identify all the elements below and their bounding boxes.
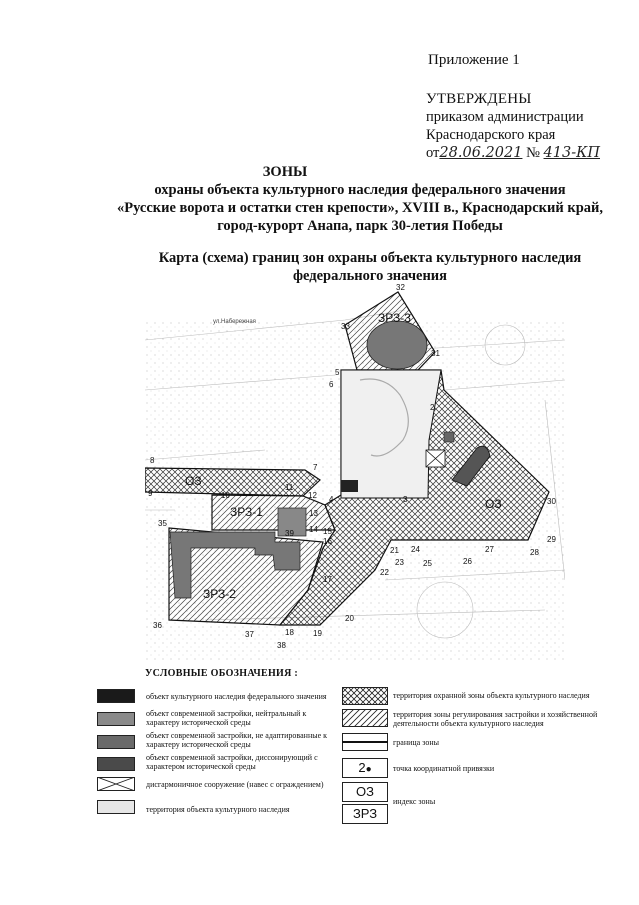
point-label: 21 [390, 546, 399, 555]
heritage-territory [341, 370, 441, 498]
legend-text-oz: территория охранной зоны объекта культурного наследия [393, 691, 590, 700]
point-label: 16 [323, 537, 332, 546]
point-label: 4 [329, 495, 334, 504]
point-label: 7 [313, 463, 318, 472]
point-label: 15 [323, 527, 332, 536]
point-label: 17 [323, 575, 332, 584]
point-sample: 2 [358, 760, 366, 775]
legend-swatch-non-adapted [97, 735, 135, 749]
legend-text-neutral: объект современной застройки, нейтральный к характеру исторической среды [146, 709, 307, 727]
point-label: 22 [380, 568, 389, 577]
dissonant-building [367, 321, 427, 369]
legend-text-territory: территория объекта культурного наследия [146, 805, 290, 814]
approval-title: УТВЕРЖДЕНЫ [426, 91, 532, 107]
point-label: 36 [153, 621, 162, 630]
point-label: 25 [423, 559, 432, 568]
point-label: 27 [485, 545, 494, 554]
point-label: 6 [329, 380, 334, 389]
legend-text-boundary: граница зоны [393, 738, 439, 747]
zone-label-zrz3: ЗРЗ-3 [378, 311, 411, 325]
zone-map [145, 280, 565, 660]
point-label: 33 [341, 322, 350, 331]
legend-index-oz: ОЗ [342, 782, 388, 802]
point-label: 24 [411, 545, 420, 554]
point-label: 29 [547, 535, 556, 544]
point-label: 39 [285, 529, 294, 538]
legend-swatch-dissonant [97, 757, 135, 771]
modern-building-adapted [444, 432, 454, 442]
number-value: 413-КП [543, 145, 600, 161]
heritage-object [341, 480, 358, 492]
legend-swatch-oz [342, 687, 388, 705]
point-label: 13 [309, 509, 318, 518]
street-label: ул.Набережная [213, 319, 256, 325]
point-label: 18 [285, 628, 294, 637]
legend-swatch-boundary [342, 733, 388, 751]
point-label: 8 [150, 456, 155, 465]
map-title-line-1: Карта (схема) границ зон охраны объекта культурного наследия [158, 250, 582, 266]
legend-text-non-adapted: объект современной застройки, не адаптированные к характеру исторической среды [146, 731, 328, 749]
legend-swatch-zrz [342, 709, 388, 727]
legend-text-zrz: территория зоны регулирования застройки и хозяйственной деятельности объекта культурного наследия [393, 710, 598, 728]
approval-block [426, 90, 600, 162]
point-label: 30 [547, 497, 556, 506]
legend-text-index: индекс зоны [393, 797, 436, 806]
point-label: 12 [308, 491, 317, 500]
legend-text-disharmonic: дисгармоничное сооружение (навес с ограждением) [146, 780, 324, 789]
legend-swatch-disharmonic [97, 777, 135, 791]
point-label: 5 [335, 368, 340, 377]
title-line-3: «Русские ворота и остатки стен крепости», XVIII в., Краснодарский край, [116, 200, 604, 216]
number-prefix: № [526, 145, 540, 161]
point-label: 32 [396, 283, 405, 292]
point-label: 31 [431, 349, 440, 358]
document-title [80, 163, 639, 235]
date-value: 28.06.2021 [439, 145, 523, 161]
point-label: 10 [221, 491, 230, 500]
legend-swatch-heritage [97, 689, 135, 703]
approval-line-2: приказом администрации [426, 109, 584, 125]
point-label: 19 [313, 629, 322, 638]
point-label: 23 [395, 558, 404, 567]
zone-label-oz-left: ОЗ [185, 474, 202, 488]
legend-text-dissonant: объект современной застройки, диссонирующий с характером исторической среды [146, 753, 318, 771]
map-title-line-2: федерального значения [292, 268, 447, 284]
zone-oz-left [145, 468, 320, 496]
appendix-label: Приложение 1 [428, 52, 520, 68]
legend-swatch-territory [97, 800, 135, 814]
legend-index-zrz: ЗРЗ [342, 804, 388, 824]
zone-label-oz-main: ОЗ [485, 497, 502, 511]
approval-line-3: Краснодарского края [426, 127, 556, 143]
title-line-1: ЗОНЫ [262, 164, 308, 180]
title-line-4: город-курорт Анапа, парк 30-летия Победы [217, 218, 503, 234]
approval-date-line [426, 144, 600, 162]
legend-title: УСЛОВНЫЕ ОБОЗНАЧЕНИЯ : [145, 668, 299, 679]
date-prefix: от [426, 145, 440, 161]
point-label: 28 [530, 548, 539, 557]
point-label: 14 [309, 525, 318, 534]
point-label: 35 [158, 519, 167, 528]
point-label: 38 [277, 641, 286, 650]
point-label: 37 [245, 630, 254, 639]
title-line-2: охраны объекта культурного наследия федерального значения [154, 182, 566, 198]
legend-text-heritage: объект культурного наследия федерального значения [146, 692, 327, 701]
legend-swatch-neutral [97, 712, 135, 726]
legend-text-point: точка координатной привязки [393, 764, 495, 773]
point-label: 2 [430, 403, 435, 412]
point-label: 3 [403, 495, 408, 504]
zone-label-zrz1: ЗРЗ-1 [230, 505, 263, 519]
point-label: 20 [345, 614, 354, 623]
point-label: 26 [463, 557, 472, 566]
point-label: 11 [285, 483, 294, 492]
point-label: 9 [148, 489, 153, 498]
zone-label-zrz2: ЗРЗ-2 [203, 587, 236, 601]
legend-swatch-point: 2● [342, 758, 388, 778]
